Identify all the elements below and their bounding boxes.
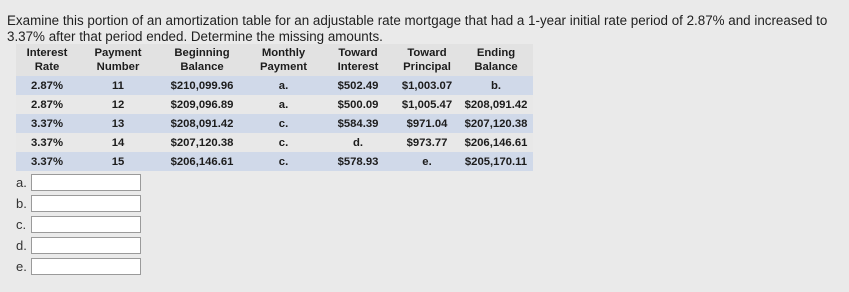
answer-row-a (16, 172, 141, 192)
table-cell: a. (246, 76, 321, 95)
table-cell: $584.39 (321, 114, 395, 133)
table-cell: 3.37% (16, 114, 78, 133)
header-line: Payment (259, 61, 308, 73)
answer-input-d[interactable] (31, 237, 141, 254)
table-cell: $500.09 (321, 95, 395, 114)
header-line: Ending (476, 47, 516, 59)
table-cell: a. (246, 95, 321, 114)
table-cell: 13 (78, 114, 158, 133)
header-payment-number (78, 44, 158, 76)
table-cell: e. (395, 152, 459, 171)
table-cell: 12 (78, 95, 158, 114)
header-line: Toward (407, 47, 447, 59)
header-line: Number (96, 61, 140, 73)
answer-label-e: e. (16, 258, 27, 274)
header-line: Interest (337, 61, 379, 73)
header-toward-interest (321, 44, 395, 76)
table-cell: $502.49 (321, 76, 395, 95)
header-toward-principal (395, 44, 459, 76)
table-cell: 14 (78, 133, 158, 152)
table-cell: $207,120.38 (158, 133, 246, 152)
table-cell: d. (321, 133, 395, 152)
header-line: Balance (180, 61, 224, 73)
table-cell: 11 (78, 76, 158, 95)
table-cell: 3.37% (16, 133, 78, 152)
table-cell: 2.87% (16, 76, 78, 95)
answer-input-a[interactable] (31, 174, 141, 191)
header-line: Rate (34, 61, 60, 73)
header-line: Payment (94, 47, 142, 59)
table-cell: $209,096.89 (158, 95, 246, 114)
table-cell: b. (459, 76, 533, 95)
table-row (16, 114, 533, 133)
answer-input-e[interactable] (31, 258, 141, 275)
header-line: Monthly (261, 47, 306, 59)
question-text: Examine this portion of an amortization table for an adjustable rate mortgage that had a 1-year initial rate period of 2.87% and increased to 3.37% after that period ended. Determine the missing amounts. (7, 13, 828, 44)
table-cell: $207,120.38 (459, 114, 533, 133)
table-cell: c. (246, 152, 321, 171)
answer-row-d (16, 235, 141, 255)
answer-label-d: d. (16, 237, 27, 253)
table-header-row (16, 44, 533, 76)
table-cell: 2.87% (16, 95, 78, 114)
table-row (16, 76, 533, 95)
table-cell: $205,170.11 (459, 152, 533, 171)
table-cell: 3.37% (16, 152, 78, 171)
table-cell: $210,099.96 (158, 76, 246, 95)
table-cell: $973.77 (395, 133, 459, 152)
header-ending-balance (459, 44, 533, 76)
answer-label-c: c. (16, 216, 27, 232)
answer-input-b[interactable] (31, 195, 141, 212)
header-line: Principal (403, 61, 451, 73)
answer-row-b (16, 193, 141, 213)
table-cell: $206,146.61 (459, 133, 533, 152)
answer-label-a: a. (16, 174, 27, 190)
table-row (16, 152, 533, 171)
header-monthly-payment (246, 44, 321, 76)
answer-label-b: b. (16, 195, 27, 211)
table-cell: $578.93 (321, 152, 395, 171)
table-cell: 15 (78, 152, 158, 171)
answer-row-c (16, 214, 141, 234)
table-cell: $971.04 (395, 114, 459, 133)
table-cell: $208,091.42 (459, 95, 533, 114)
amortization-table (16, 44, 533, 171)
table-cell: $1,003.07 (395, 76, 459, 95)
table-cell: $1,005.47 (395, 95, 459, 114)
header-beginning-balance (158, 44, 246, 76)
table-cell: c. (246, 114, 321, 133)
table-cell: c. (246, 133, 321, 152)
header-interest-rate (16, 44, 78, 76)
header-line: Interest (26, 47, 68, 59)
header-line: Toward (338, 47, 378, 59)
header-line: Beginning (174, 47, 230, 59)
table-cell: $206,146.61 (158, 152, 246, 171)
answer-fields (16, 172, 141, 277)
table-row (16, 133, 533, 152)
header-line: Balance (474, 61, 518, 73)
table-row (16, 95, 533, 114)
answer-row-e (16, 256, 141, 276)
answer-input-c[interactable] (31, 216, 141, 233)
table-cell: $208,091.42 (158, 114, 246, 133)
